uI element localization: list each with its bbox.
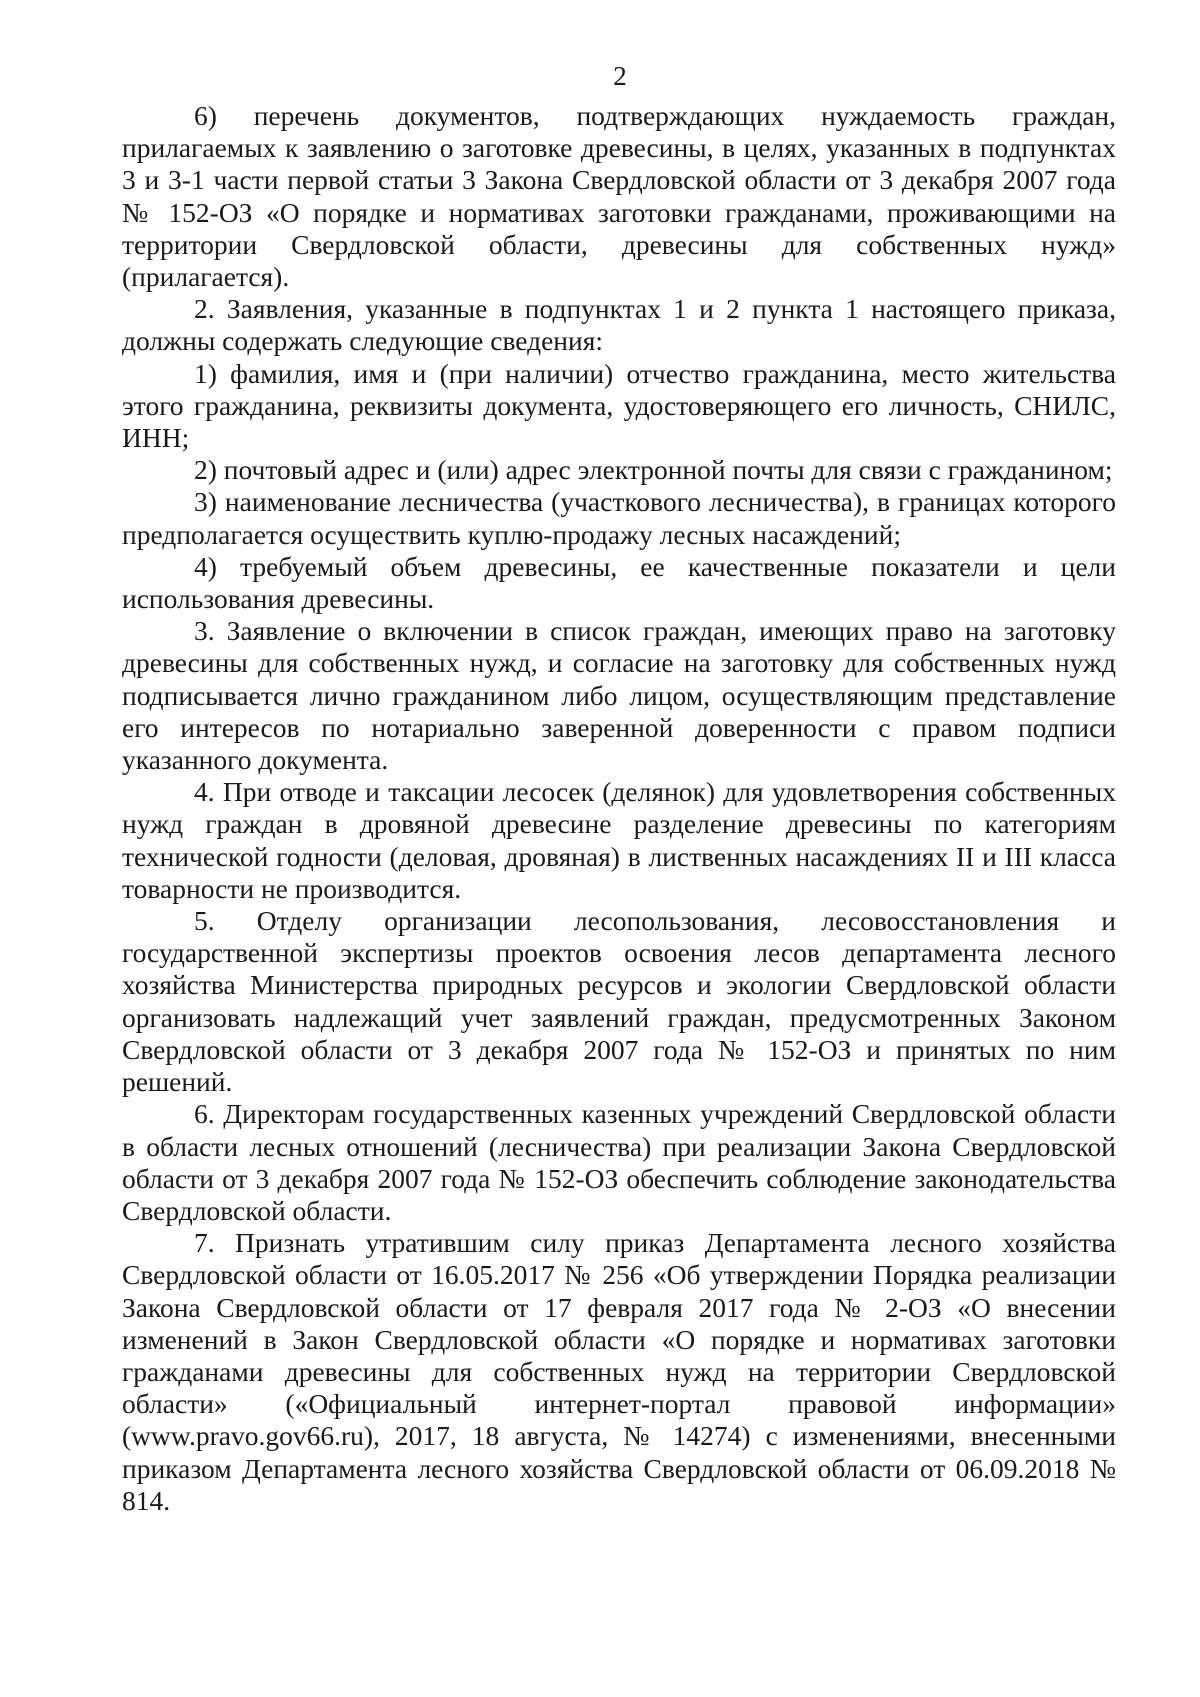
subitem-4-wood-volume: 4) требуемый объем древесины, ее качественные показатели и цели использования древесины. (122, 550, 1116, 615)
paragraph-4-taxation: 4. При отводе и таксации лесосек (делянок) для удовлетворения собственных нужд граждан в дровяной древесине разделение древесины по категориям технической годности (деловая, дровяная) в лиственных насаждениях II и III класса товарности не производится. (122, 776, 1116, 904)
document-body (122, 100, 1116, 1517)
paragraph-5-department: 5. Отделу организации лесопользования, лесовосстановления и государственной экспертизы проектов освоения лесов департамента лесного хозяйства Министерства природных ресурсов и экологии Свердловской области организовать надлежащий учет заявлений граждан, предусмотренных Законом Свердловской области от 3 декабря 2007 года № 152-ОЗ и принятых по ним решений. (122, 905, 1116, 1098)
paragraph-2-applications: 2. Заявления, указанные в подпунктах 1 и 2 пункта 1 настоящего приказа, должны содержать следующие сведения: (122, 293, 1116, 357)
paragraph-7-repeal: 7. Признать утратившим силу приказ Департамента лесного хозяйства Свердловской области от 16.05.2017 № 256 «Об утверждении Порядка реализации Закона Свердловской области от 17 февраля 2017 года № 2-ОЗ «О внесении изменений в Закон Свердловской области «О порядке и нормативах заготовки гражданами древесины для собственных нужд на территории Свердловской области» («Официальный интернет-портал правовой информации» (www.pravo.gov66.ru), 2017, 18 августа, № 14274) с изменениями, внесенными приказом Департамента лесного хозяйства Свердловской области от 06.09.2018 № 814. (122, 1227, 1116, 1516)
subitem-2-postal-address: 2) почтовый адрес и (или) адрес электронной почты для связи с гражданином; (194, 454, 1113, 486)
subitem-3-forestry-name: 3) наименование лесничества (участкового лесничества), в границах которого предполагается осуществить куплю-продажу лесных насаждений; (122, 486, 1116, 550)
subitem-1-full-name: 1) фамилия, имя и (при наличии) отчество гражданина, место жительства этого гражданина, реквизиты документа, удостоверяющего его личность, СНИЛС, ИНН; (122, 357, 1116, 454)
paragraph-6-directors: 6. Директорам государственных казенных учреждений Свердловской области в области лесных отношений (лесничества) при реализации Закона Свердловской области от 3 декабря 2007 года № 152-ОЗ обеспечить соблюдение законодательства Свердловской области. (122, 1098, 1116, 1226)
page-number: 2 (613, 61, 627, 91)
paragraph-item-6-documents-list: 6) перечень документов, подтверждающих нуждаемость граждан, прилагаемых к заявлению о заготовке древесины, в целях, указанных в подпунктах 3 и 3-1 части первой статьи 3 Закона Свердловской области от 3 декабря 2007 года № 152-ОЗ «О порядке и нормативах заготовки гражданами, проживающими на территории Свердловской области, древесины для собственных нужд» (прилагается). (122, 100, 1116, 293)
paragraph-3-signing: 3. Заявление о включении в список граждан, имеющих право на заготовку древесины для собственных нужд, и согласие на заготовку для собственных нужд подписывается лично гражданином либо лицом, осуществляющим представление его интересов по нотариально заверенной доверенности с правом подписи указанного документа. (122, 615, 1116, 776)
